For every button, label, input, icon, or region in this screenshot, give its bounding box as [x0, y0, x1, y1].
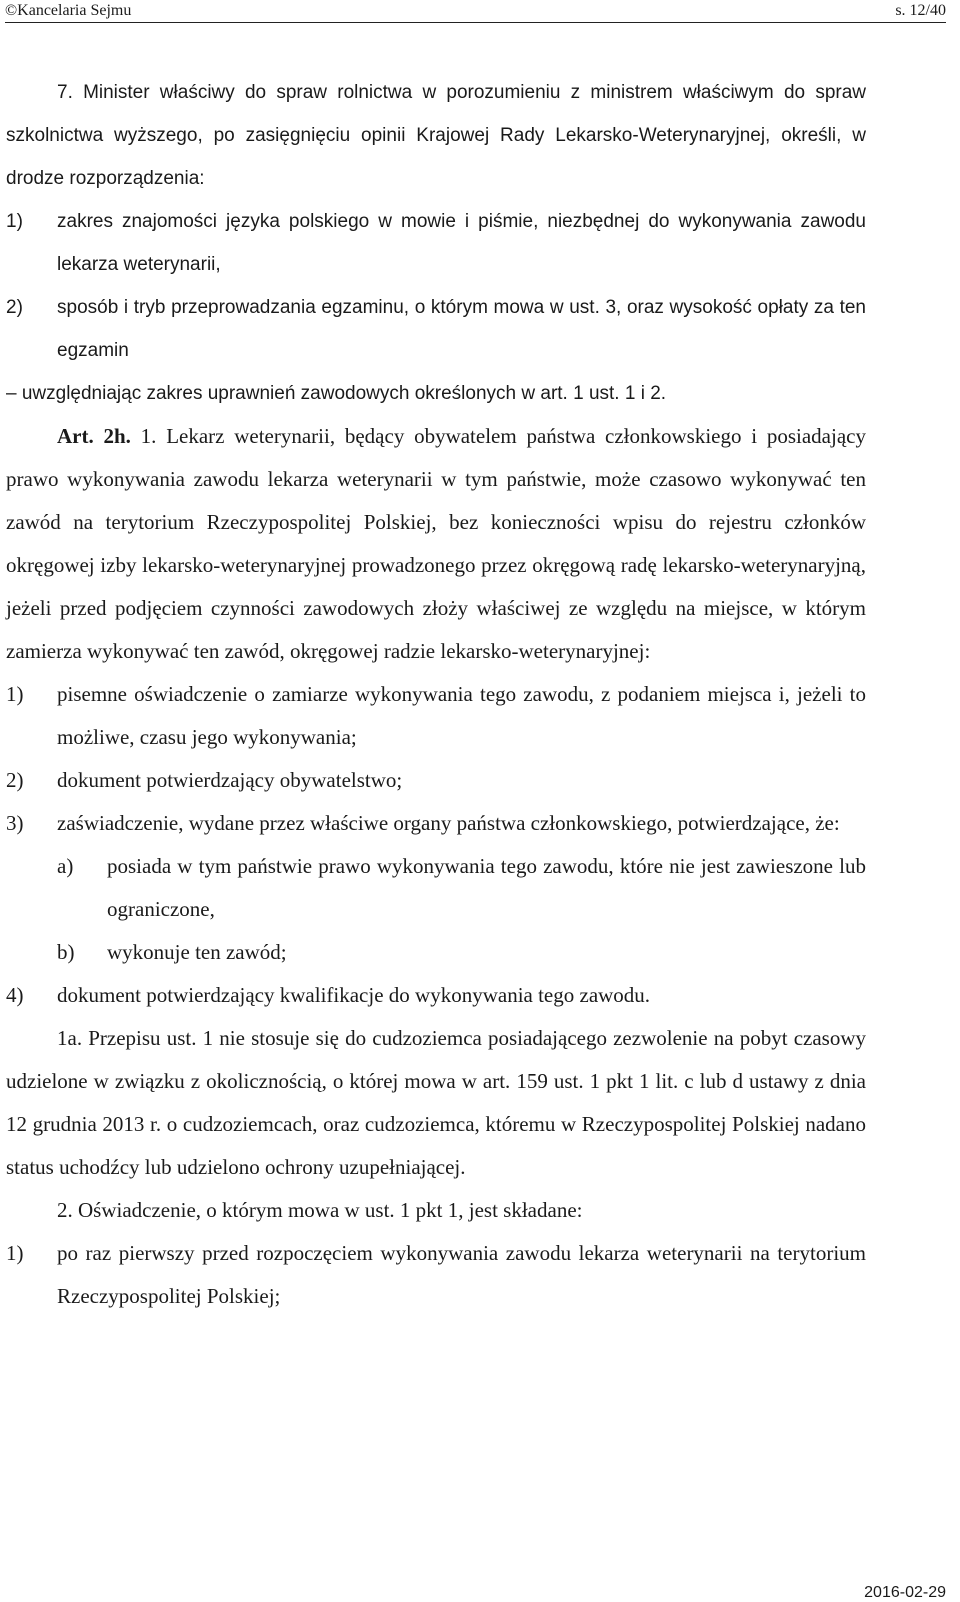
- sub-list-item: [57, 845, 866, 931]
- list-item-number: 1): [6, 211, 23, 232]
- list-item: [6, 974, 866, 1017]
- list-item-number: 1): [6, 1241, 24, 1265]
- section-7-closing: – uwzględniając zakres uprawnień zawodowych określonych w art. 1 ust. 1 i 2.: [6, 383, 667, 404]
- document-body: [6, 71, 866, 1318]
- list-item-text: dokument potwierdzający obywatelstwo;: [57, 768, 403, 792]
- list-item-number: 2): [6, 297, 23, 318]
- sub-item-letter: b): [57, 940, 75, 964]
- list-item-number: 1): [6, 682, 24, 706]
- list-item: [6, 759, 866, 802]
- paragraph-2: 2. Oświadczenie, o którym mowa w ust. 1 pkt 1, jest składane:: [57, 1198, 583, 1222]
- list-item: [6, 802, 866, 845]
- article-intro: 1. Lekarz weterynarii, będący obywatelem państwa członkowskiego i posiadający prawo wykonywania zawodu lekarza weterynarii w tym państwie, może czasowo wykonywać ten zawód na terytorium Rzeczypospolitej Polskiej, bez konieczności wpisu do rejestru członków okręgowej izby lekarsko-weterynaryjnej prowadzonego przez okręgową radę lekarsko-weterynaryjną, jeżeli przed podjęciem czynności zawodowych złoży właściwej ze względu na miejsce, w którym zamierza wykonywać ten zawód, okręgowej radzie lekarsko-weterynaryjnej:: [6, 424, 866, 663]
- section-7-intro: 7. Minister właściwy do spraw rolnictwa w porozumieniu z ministrem właściwym do spraw szkolnictwa wyższego, po zasięgnięciu opinii Krajowej Rady Lekarsko-Weterynaryjnej, określi, w drodze rozporządzenia:: [6, 82, 866, 189]
- list-item-text: zakres znajomości języka polskiego w mowie i piśmie, niezbędnej do wykonywania zawodu lekarza weterynarii,: [57, 211, 866, 275]
- paragraph-1a: 1a. Przepisu ust. 1 nie stosuje się do cudzoziemca posiadającego zezwolenie na pobyt czasowy udzielone w związku z okolicznością, o której mowa w art. 159 ust. 1 pkt 1 lit. c lub d ustawy z dnia 12 grudnia 2013 r. o cudzoziemcach, oraz cudzoziemca, któremu w Rzeczypospolitej Polskiej nadano status uchodźcy lub udzielono ochrony uzupełniającej.: [6, 1026, 866, 1179]
- list-item: [6, 286, 866, 372]
- list-item-text: po raz pierwszy przed rozpoczęciem wykonywania zawodu lekarza weterynarii na terytorium Rzeczypospolitej Polskiej;: [57, 1241, 866, 1308]
- section-7: [6, 71, 866, 415]
- list-item-number: 3): [6, 811, 24, 835]
- list-item: [6, 1232, 866, 1318]
- list-item-text: sposób i tryb przeprowadzania egzaminu, o którym mowa w ust. 3, oraz wysokość opłaty za ten egzamin: [57, 297, 866, 361]
- article-label: Art. 2h.: [57, 424, 131, 448]
- page-header: [5, 0, 946, 23]
- sub-item-text: posiada w tym państwie prawo wykonywania tego zawodu, które nie jest zawieszone lub ograniczone,: [107, 854, 866, 921]
- list-item-number: 2): [6, 768, 24, 792]
- list-item-text: dokument potwierdzający kwalifikacje do wykonywania tego zawodu.: [57, 983, 651, 1007]
- list-item: [6, 673, 866, 759]
- article-2h-paragraph-1: [6, 415, 866, 673]
- list-item-number: 4): [6, 983, 24, 1007]
- page-number: s. 12/40: [895, 2, 946, 19]
- sub-item-text: wykonuje ten zawód;: [107, 940, 287, 964]
- sub-item-letter: a): [57, 854, 74, 878]
- list-item: [6, 200, 866, 286]
- list-item-text: zaświadczenie, wydane przez właściwe organy państwa członkowskiego, potwierdzające, że:: [57, 811, 840, 835]
- sub-list-item: [57, 931, 866, 974]
- footer-date: 2016-02-29: [864, 1584, 946, 1601]
- list-item-text: pisemne oświadczenie o zamiarze wykonywania tego zawodu, z podaniem miejsca i, jeżeli to możliwe, czasu jego wykonywania;: [57, 682, 866, 749]
- copyright-text: ©Kancelaria Sejmu: [5, 2, 132, 19]
